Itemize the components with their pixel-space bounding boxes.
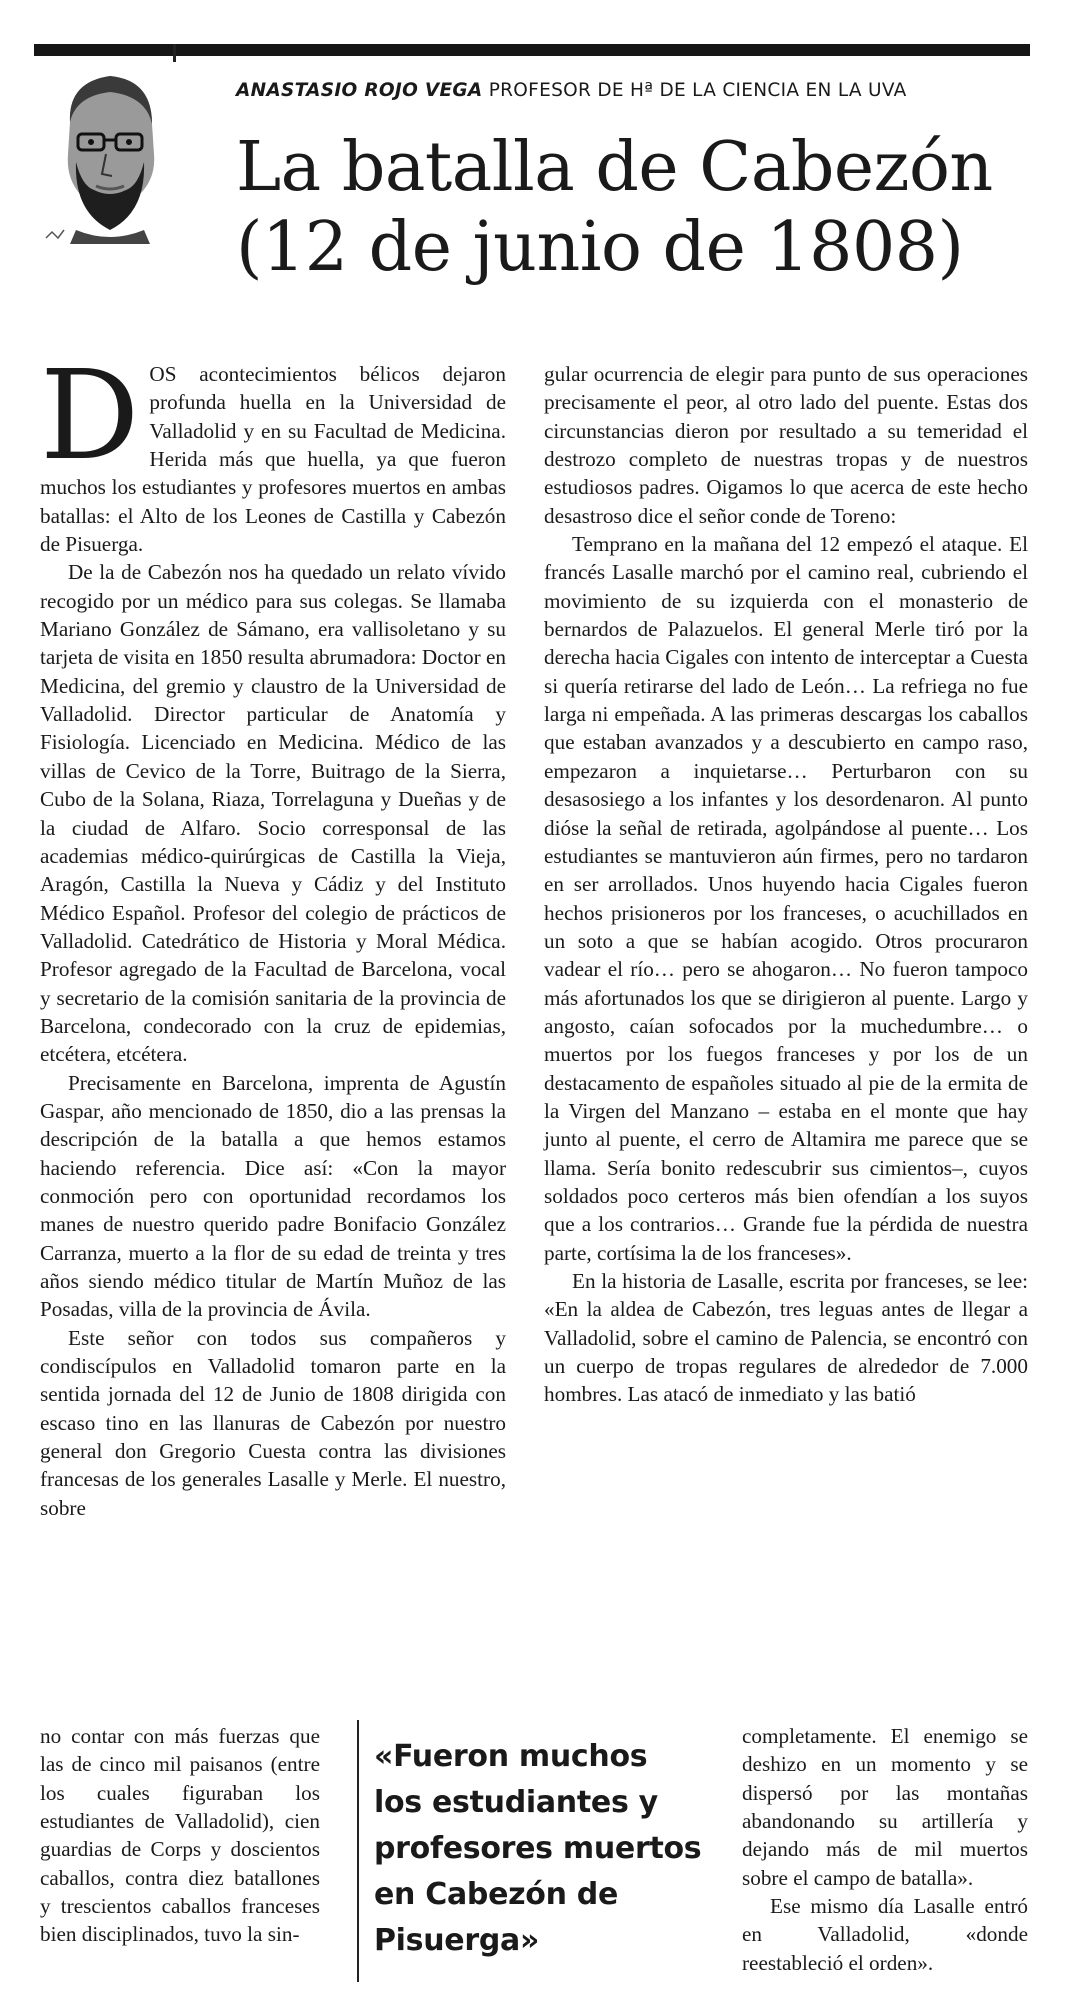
paragraph-2: De la de Cabezón nos ha quedado un relato vívido recogido por un médico para sus colegas. Se llamaba Mariano González de Sámano, era vallisoletano y su tarjeta de visita en 1850 resulta abrumadora: Doctor en Medicina, del gremio y claustro de la Universidad de Valladolid. Director particular de Anatomía y Fisiología. Licenciado en Medicina. Médico de las villas de Cevico de la Torre, Buitrago de la Sierra, Cubo de la Solana, Riaza, Torrelaguna y Dueñas y de la ciudad de Alfaro. Socio corresponsal de las academias médico-quirúrgicas de Castilla la Vieja, Aragón, Castilla la Nueva y Cádiz y del Instituto Médico Español. Profesor del colegio de prácticos de Valladolid. Catedrático de Historia y Moral Médica. Profesor agregado de la Facultad de Barcelona, vocal y secretario de la comisión sanitaria de la provincia de Barcelona, condecorado con la cruz de epidemias, etcétera, etcétera. [40, 560, 506, 1067]
paragraph-6: En la historia de Lasalle, escrita por franceses, se lee: «En la aldea de Cabezón, tres leguas antes de llegar a Valladolid, sobre el camino de Palencia, se encontró con un cuerpo de tropas regulares de alrededor de 7.000 hombres. Las atacó de inmediato y las batió [544, 1269, 1028, 1407]
column-right-bottom [742, 1722, 1028, 1977]
paragraph-4: Este señor con todos sus compañeros y condiscípulos en Valladolid tomaron parte en la sentida jornada del 12 de Junio de 1808 dirigida con escaso tino en las llanuras de Cabezón por nuestro general don Gregorio Cuesta contra las divisiones francesas de los generales Lasalle y Merle. El nuestro, sobre [40, 1325, 506, 1520]
paragraph-1-text: OS acontecimientos bélicos dejaron profunda huella en la Universidad de Valladolid y en su Facultad de Medicina. Herida más que huella, ya que fueron muchos los estudiantes y profesores muertos en ambas batallas: el Alto de los Leones de Castilla y Cabezón de Pisuerga. [40, 362, 506, 557]
pullquote-line-1: «Fueron muchos [374, 1739, 648, 1774]
paragraph-3: Precisamente en Barcelona, imprenta de Agustín Gaspar, año mencionado de 1850, dio a las prensas la descripción de la batalla a que hemos estamos haciendo referencia. Dice así: «Con la mayor conmoción pero con oportunidad recordamos los manes de nuestro querido padre Bonifacio González Carranza, muerto a la flor de su edad de treinta y tres años siendo médico titular de Martín Muñoz de las Posadas, villa de la provincia de Ávila. [40, 1070, 506, 1322]
pullquote-rule [357, 1720, 359, 1982]
headline-line-2: (12 de junio de 1808) [236, 208, 964, 287]
author-role: PROFESOR DE Hª DE LA CIENCIA EN LA UVA [488, 80, 907, 101]
pullquote-line-2: los estudiantes y [374, 1785, 658, 1820]
paragraph-7: Ese mismo día Lasalle entró en Valladolid, «donde reestableció el orden». [742, 1894, 1028, 1975]
paragraph-6-tail: completamente. El enemigo se deshizo en un momento y se dispersó por las montañas abandonando su artillería y dejando más de mil muertos sobre el campo de batalla». [742, 1724, 1028, 1890]
paragraph-4-continued: gular ocurrencia de elegir para punto de sus operaciones precisamente el peor, al otro lado del puente. Estas dos circunstancias dieron por resultado a su temeridad el destrozo completo de nuestras tropas y de nuestros estudiosos padres. Oigamos lo que acerca de este hecho desastroso dice el señor conde de Toreno: [544, 362, 1028, 528]
column-right [544, 360, 1028, 1409]
column-left [40, 344, 506, 1522]
article-headline [236, 128, 1036, 288]
author-name: ANASTASIO ROJO VEGA [236, 80, 483, 101]
paragraph-opening [40, 344, 506, 558]
drop-cap: D [40, 344, 140, 488]
byline [236, 80, 1036, 101]
header-rule [34, 44, 1030, 56]
pull-quote [374, 1734, 724, 1964]
headline-line-1: La batalla de Cabezón [236, 128, 993, 207]
author-portrait [40, 62, 180, 244]
paragraph-5: Temprano en la mañana del 12 empezó el ataque. El francés Lasalle marchó por el camino real, cubriendo el movimiento de su izquierda con el monasterio de bernardos de Palazuelos. El general Merle tiró por la derecha hacia Cigales con intento de interceptar a Cuesta si quería retirarse del lado de León… La refriega no fue larga ni empeñada. A las primeras descargas los caballos que estaban avanzados y a descubierto en campo raso, empezaron a inquietarse… Perturbaron con su desasosiego a los infantes y los desordenaron. Al punto dióse la señal de retirada, agolpándose al puente… Los estudiantes se mantuvieron aún firmes, pero no tardaron en ser arrollados. Unos huyendo hacia Cigales fueron hechos prisioneros por los franceses, o acuchillados en un soto a que se habían acogido. Otros procuraron vadear el río… pero se ahogaron… No fueron tampoco más afortunados los que se dirigieron al puente. Largo y angosto, caían sofocados por la muchedumbre… o muertos por los fuegos franceses y por los de un destacamento de españoles situado al pie de la ermita de la Virgen del Manzano – estaba en el monte que hay junto al puente, el cerro de Altamira me parece que se llama. Sería bonito redescubrir sus cimientos–, cuyos soldados poco certeros más bien ofendían a los suyos que a los contrarios… Grande fue la pérdida de nuestra parte, cortísima la de los franceses». [544, 532, 1028, 1265]
pullquote-line-3: profesores muertos [374, 1831, 702, 1866]
column-left-bottom [40, 1722, 320, 1949]
pullquote-line-5: Pisuerga» [374, 1923, 540, 1958]
pullquote-line-4: en Cabezón de [374, 1877, 619, 1912]
paragraph-4-tail: no contar con más fuerzas que las de cinco mil paisanos (entre los cuales figuraban los estudiantes de Valladolid), cien guardias de Corps y doscientos caballos, contra diez batallones y trescientos caballos franceses bien disciplinados, tuvo la sin- [40, 1724, 320, 1947]
